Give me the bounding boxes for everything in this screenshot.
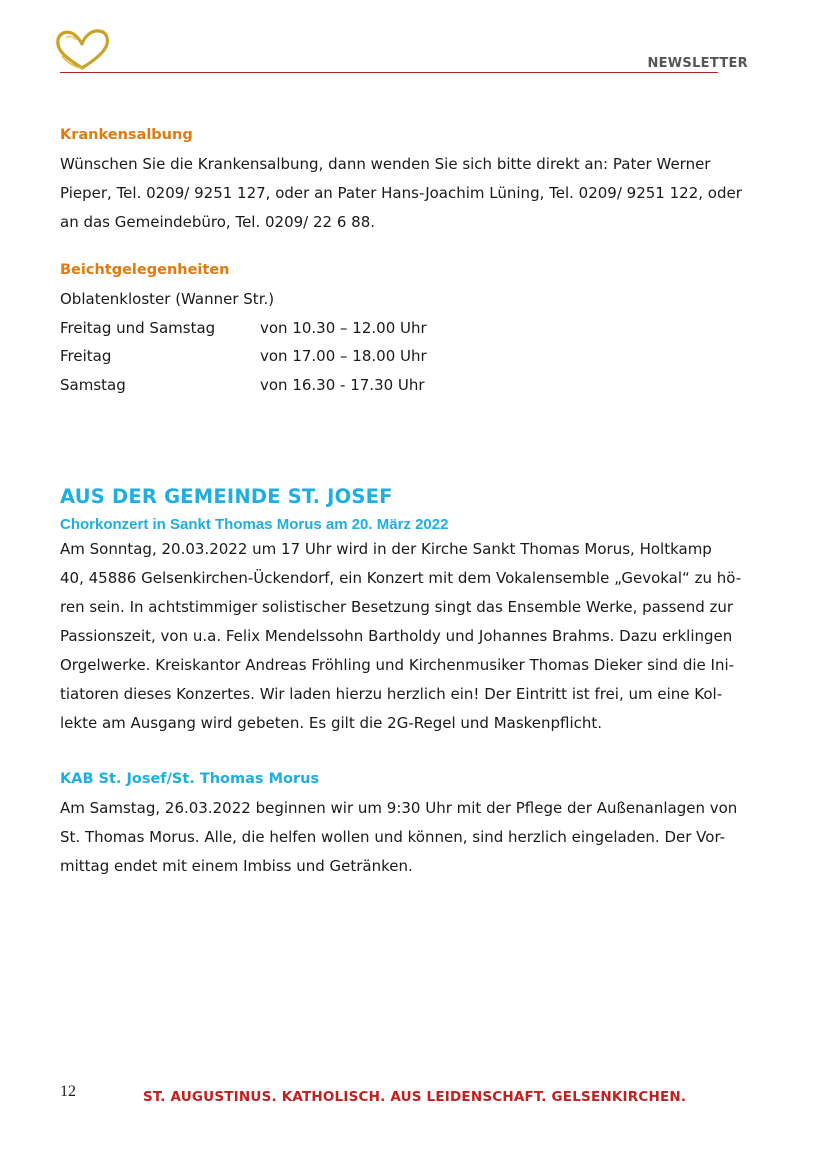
kab-heading: KAB St. Josef/St. Thomas Morus [60,771,320,787]
paragraph-line: lekte am Ausgang wird gebeten. Es gilt die 2G-Regel und Maskenpflicht. [60,714,603,732]
section-title: AUS DER GEMEINDE ST. JOSEF [60,485,393,508]
beichte-heading: Beichtgelegenheiten [60,262,230,278]
paragraph-line: Pieper, Tel. 0209/ 9251 127, oder an Pater Hans-Joachim Lüning, Tel. 0209/ 9251 122, oder [60,184,742,202]
paragraph-line: 40, 45886 Gelsenkirchen-Ückendorf, ein Konzert mit dem Vokalensemble „Gevokal“ zu hö- [60,569,742,587]
schedule-time: von 16.30 - 17.30 Uhr [260,376,425,394]
krankensalbung-heading: Krankensalbung [60,127,193,143]
footer-slogan: ST. AUGUSTINUS. KATHOLISCH. AUS LEIDENSCHAFT. GELSENKIRCHEN. [143,1089,687,1105]
schedule-day: Freitag und Samstag [60,319,216,337]
paragraph-line: an das Gemeindebüro, Tel. 0209/ 22 6 88. [60,213,376,231]
paragraph-line: Am Sonntag, 20.03.2022 um 17 Uhr wird in der Kirche Sankt Thomas Morus, Holtkamp [60,540,712,558]
newsletter-label: NEWSLETTER [647,56,748,71]
paragraph-line: ren sein. In achtstimmiger solistischer Besetzung singt das Ensemble Werke, passend zur [60,598,734,616]
page-number: 12 [60,1083,76,1100]
schedule-day: Freitag [60,347,112,365]
paragraph-line: Wünschen Sie die Krankensalbung, dann wenden Sie sich bitte direkt an: Pater Werner [60,155,711,173]
paragraph-line: Am Samstag, 26.03.2022 beginnen wir um 9:30 Uhr mit der Pflege der Außenanlagen von [60,799,738,817]
kab-text [60,794,749,881]
header-divider [60,72,718,73]
schedule-time: von 10.30 – 12.00 Uhr [260,319,427,337]
paragraph-line: tiatoren dieses Konzertes. Wir laden hierzu herzlich ein! Der Eintritt ist frei, um eine Kol- [60,685,723,703]
krankensalbung-text [60,150,749,237]
paragraph-line: mittag endet mit einem Imbiss und Getränken. [60,857,413,875]
paragraph-line: Passionszeit, von u.a. Felix Mendelssohn Bartholdy und Johannes Brahms. Dazu erklingen [60,627,733,645]
chorkonzert-text [60,535,749,738]
schedule-time: von 17.00 – 18.00 Uhr [260,347,427,365]
schedule-day: Samstag [60,376,126,394]
beichte-location: Oblatenkloster (Wanner Str.) [60,290,275,308]
chorkonzert-subtitle: Chorkonzert in Sankt Thomas Morus am 20. März 2022 [60,516,449,533]
gold-heart-logo-icon [52,26,112,74]
paragraph-line: St. Thomas Morus. Alle, die helfen wollen und können, sind herzlich eingeladen. Der Vor- [60,828,726,846]
paragraph-line: Orgelwerke. Kreiskantor Andreas Fröhling und Kirchenmusiker Thomas Dieker sind die Ini- [60,656,735,674]
